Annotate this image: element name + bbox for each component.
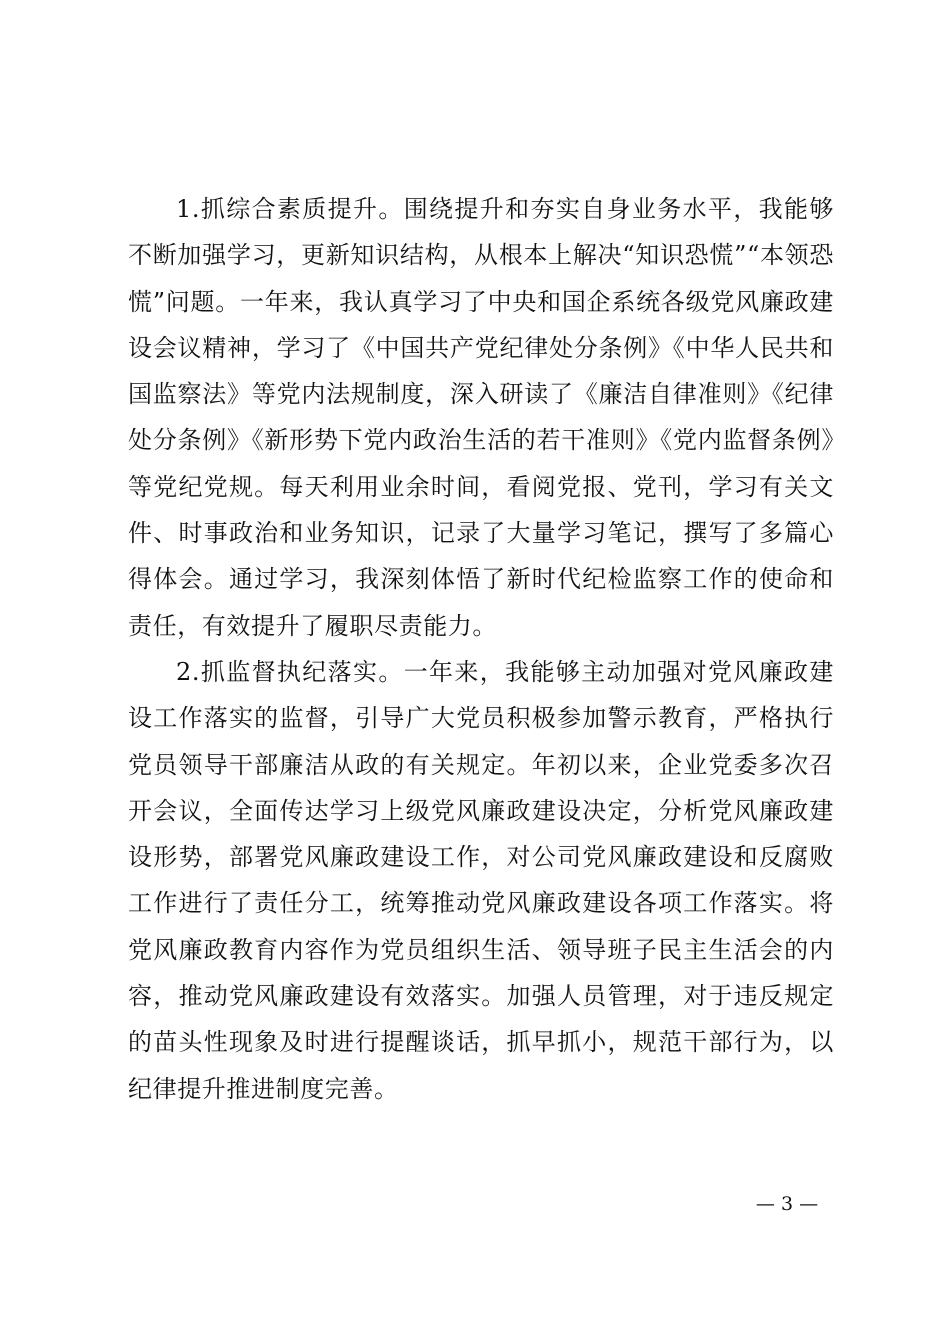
paragraph-1: 1.抓综合素质提升。围绕提升和夯实自身业务水平，我能够不断加强学习，更新知识结构，从根本上解决“知识恐慌”“本领恐慌”问题。一年来，我认真学习了中央和国企系统各级党风廉政建设会议精神，学习了《中国共产党纪律处分条例》《中华人民共和国监察法》等党内法规制度，深入研读了《廉洁自律准则》《纪律处分条例》《新形势下党内政治生活的若干准则》《党内监督条例》等党纪党规。每天利用业余时间，看阅党报、党刊，学习有关文件、时事政治和业务知识，记录了大量学习笔记，撰写了多篇心得体会。通过学习，我深刻体悟了新时代纪检监察工作的使命和责任，有效提升了履职尽责能力。 — [128, 195, 834, 640]
document-body — [128, 186, 834, 1112]
paragraph-2: 2.抓监督执纪落实。一年来，我能够主动加强对党风廉政建设工作落实的监督，引导广大党员积极参加警示教育，严格执行党员领导干部廉洁从政的有关规定。年初以来，企业党委多次召开会议，全面传达学习上级党风廉政建设决定，分析党风廉政建设形势，部署党风廉政建设工作，对公司党风廉政建设和反腐败工作进行了责任分工，统筹推动党风廉政建设各项工作落实。将党风廉政教育内容作为党员组织生活、领导班子民主生活会的内容，推动党风廉政建设有效落实。加强人员管理，对于违反规定的苗头性现象及时进行提醒谈话，抓早抓小，规范干部行为，以纪律提升推进制度完善。 — [128, 657, 834, 1103]
page-number: — 3 — — [755, 1193, 819, 1215]
